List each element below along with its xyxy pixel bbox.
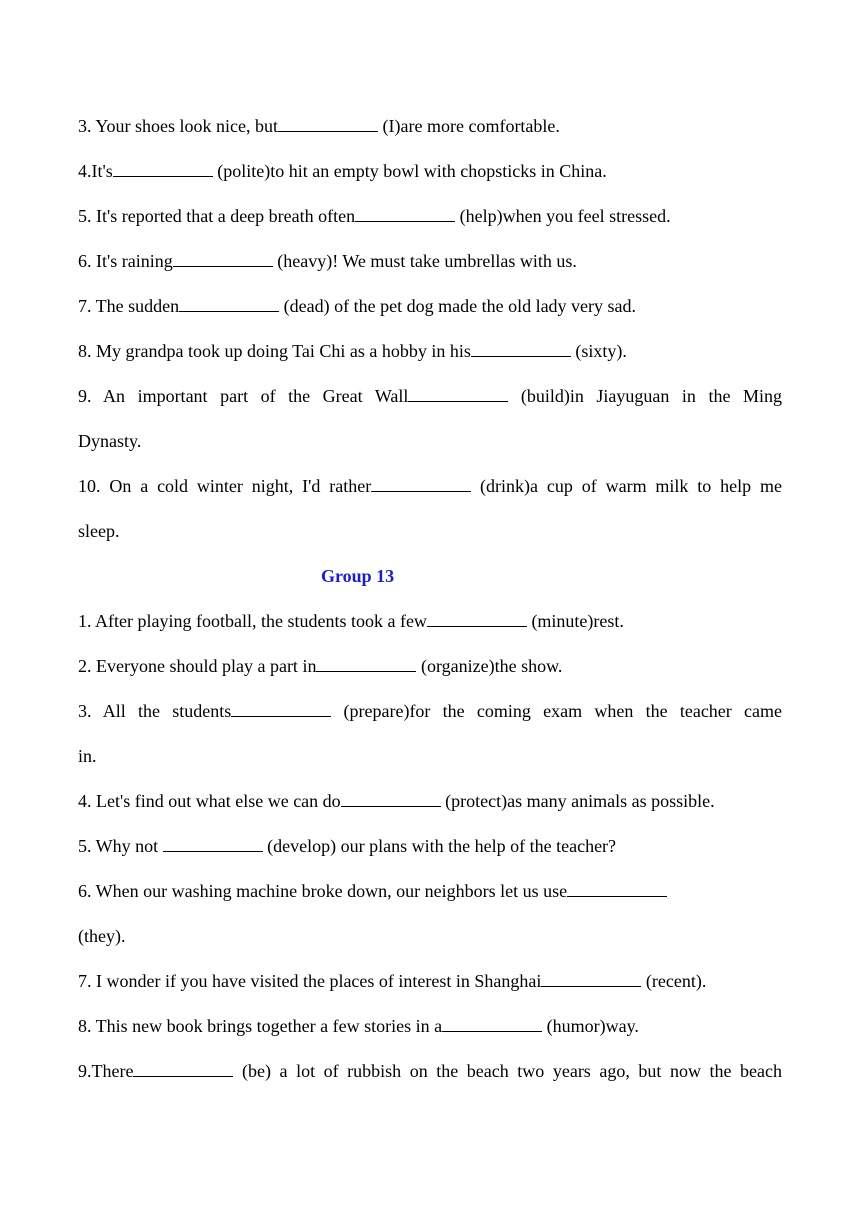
item-text: 6. It's raining <box>78 251 173 271</box>
item-text: 10. On a cold winter night, I'd rather <box>78 476 372 496</box>
answer-blank[interactable] <box>278 117 378 132</box>
item-hint: (help)when you feel stressed. <box>455 206 671 226</box>
exercise-item-5 <box>78 194 782 239</box>
answer-blank[interactable] <box>231 702 331 717</box>
answer-blank[interactable] <box>408 387 508 402</box>
answer-blank[interactable] <box>163 837 263 852</box>
exercise-item-6 <box>78 869 782 914</box>
item-hint: (recent). <box>641 971 707 991</box>
answer-blank[interactable] <box>355 207 455 222</box>
item-hint: (be) a lot of rubbish on the beach two years ago, but now the beach <box>233 1061 782 1081</box>
item-text: 3. All the students <box>78 701 232 721</box>
item-text: 9. An important part of the Great Wall <box>78 386 409 406</box>
exercise-item-8 <box>78 329 782 374</box>
item-hint: (polite)to hit an empty bowl with chopsticks in China. <box>212 161 607 181</box>
item-hint: (drink)a cup of warm milk to help me <box>471 476 782 496</box>
group-heading: Group 13 <box>321 566 395 586</box>
item-text: 3. Your shoes look nice, but <box>78 116 279 136</box>
item-hint: (organize)the show. <box>416 656 563 676</box>
exercise-item-7 <box>78 284 782 329</box>
item-text: 2. Everyone should play a part in <box>78 656 317 676</box>
exercise-item-6 <box>78 239 782 284</box>
answer-blank[interactable] <box>341 792 441 807</box>
item-hint: (I)are more comfortable. <box>378 116 560 136</box>
item-hint: (heavy)! We must take umbrellas with us. <box>272 251 577 271</box>
item-text: 5. It's reported that a deep breath often <box>78 206 356 226</box>
exercise-item-7 <box>78 959 782 1004</box>
item-text: 9.There <box>78 1061 134 1081</box>
item-hint: (protect)as many animals as possible. <box>440 791 715 811</box>
answer-blank[interactable] <box>113 162 213 177</box>
answer-blank[interactable] <box>173 252 273 267</box>
answer-blank[interactable] <box>371 477 471 492</box>
item-hint: (prepare)for the coming exam when the teacher came <box>331 701 783 721</box>
item-text: 8. This new book brings together a few stories in a <box>78 1016 443 1036</box>
item-text: 4. Let's find out what else we can do <box>78 791 341 811</box>
answer-blank[interactable] <box>471 342 571 357</box>
answer-blank[interactable] <box>541 972 641 987</box>
exercise-item-10-continuation: sleep. <box>78 521 120 541</box>
answer-blank[interactable] <box>316 657 416 672</box>
exercise-item-3-continuation: in. <box>78 746 97 766</box>
item-hint: (minute)rest. <box>526 611 624 631</box>
item-hint: (humor)way. <box>542 1016 639 1036</box>
exercise-item-3 <box>78 689 782 734</box>
exercise-item-9-continuation: Dynasty. <box>78 431 142 451</box>
item-text: 7. I wonder if you have visited the places of interest in Shanghai <box>78 971 542 991</box>
item-hint: (sixty). <box>570 341 627 361</box>
exercise-item-4 <box>78 149 782 194</box>
exercise-item-8 <box>78 1004 782 1049</box>
item-hint: (develop) our plans with the help of the teacher? <box>262 836 617 856</box>
worksheet-content <box>78 104 782 1094</box>
answer-blank[interactable] <box>442 1017 542 1032</box>
item-text: 4.It's <box>78 161 113 181</box>
exercise-item-6-continuation: (they). <box>78 926 126 946</box>
exercise-item-9 <box>78 374 782 419</box>
exercise-item-9 <box>78 1049 782 1094</box>
exercise-item-3 <box>78 104 782 149</box>
exercise-item-2 <box>78 644 782 689</box>
item-hint: (dead) of the pet dog made the old lady very sad. <box>279 296 637 316</box>
answer-blank[interactable] <box>179 297 279 312</box>
answer-blank[interactable] <box>567 882 667 897</box>
exercise-item-10 <box>78 464 782 509</box>
answer-blank[interactable] <box>133 1062 233 1077</box>
item-hint: (build)in Jiayuguan in the Ming <box>508 386 782 406</box>
item-text: 7. The sudden <box>78 296 180 316</box>
item-text: 6. When our washing machine broke down, our neighbors let us use <box>78 881 568 901</box>
item-text: 5. Why not <box>78 836 163 856</box>
answer-blank[interactable] <box>427 612 527 627</box>
exercise-item-1 <box>78 599 782 644</box>
item-text: 8. My grandpa took up doing Tai Chi as a hobby in his <box>78 341 471 361</box>
exercise-item-4 <box>78 779 782 824</box>
exercise-item-5 <box>78 824 782 869</box>
item-text: 1. After playing football, the students took a few <box>78 611 427 631</box>
